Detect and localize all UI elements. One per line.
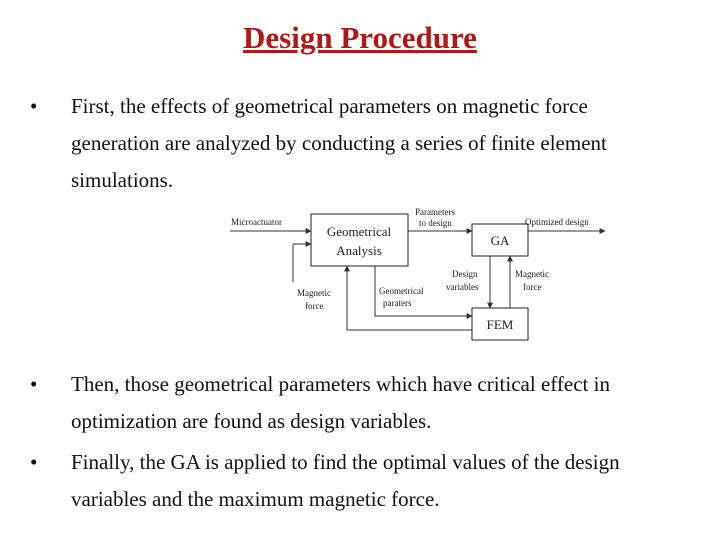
slide-title: Design Procedure: [243, 20, 477, 55]
output-label: Optimized design: [525, 217, 589, 227]
magnetic-force-right-label-1: Magnetic: [515, 269, 549, 279]
geometrical-analysis-label-2: Analysis: [336, 243, 382, 258]
geometrical-analysis-box: [311, 214, 408, 266]
geometrical-analysis-label-1: Geometrical: [326, 224, 392, 239]
fem-label: FEM: [486, 317, 514, 332]
bullet-marker: •: [30, 94, 38, 118]
bullet-text: First, the effects of geometrical parameters on magnetic force generation are analyzed by conducting a series of finite element simulations.: [71, 94, 607, 192]
magnetic-force-left-label-1: Magnetic: [297, 288, 331, 298]
bullet-text: Then, those geometrical parameters which have critical effect in optimization are found as design variables.: [71, 372, 610, 433]
magnetic-force-left-label-2: force: [305, 301, 324, 311]
params-label-1: Parameters: [415, 207, 455, 217]
design-variables-label-2: variables: [446, 282, 479, 292]
ga-label: GA: [490, 233, 510, 248]
params-label-2: to design: [419, 218, 452, 228]
bullet-item-1: [30, 88, 650, 199]
geometrical-params-label-1: Geometrical: [379, 286, 424, 296]
bullet-item-2: [30, 366, 650, 440]
bullet-marker: •: [30, 372, 38, 396]
geometrical-params-label-2: paraters: [383, 298, 412, 308]
bullet-item-3: [30, 444, 650, 518]
input-label: Microactuator: [231, 217, 282, 227]
bullet-marker: •: [30, 450, 38, 474]
bullet-text: Finally, the GA is applied to find the optimal values of the design variables and the maximum magnetic force.: [71, 450, 620, 511]
design-flow-diagram: [225, 204, 625, 344]
design-variables-label-1: Design: [452, 269, 478, 279]
magnetic-force-right-label-2: force: [523, 282, 542, 292]
